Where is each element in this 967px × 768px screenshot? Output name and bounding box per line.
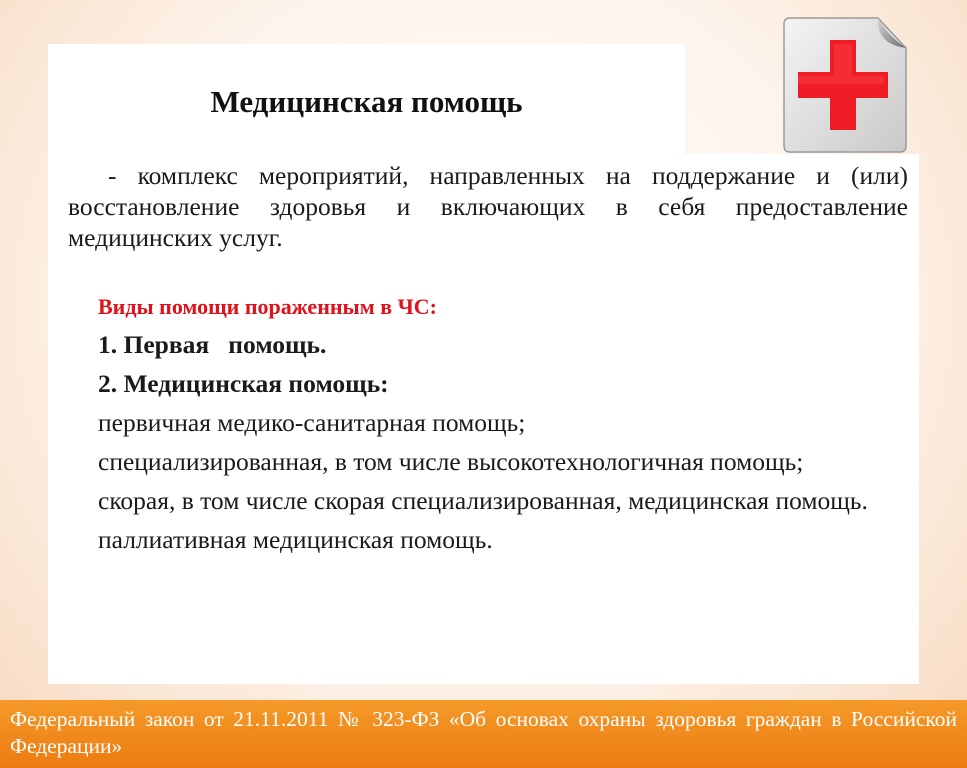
sub-item-palliative-care: паллиативная медицинская помощь. [98,525,493,554]
sub-item-specialized-care: специализированная, в том числе высокотехнологичная помощь; [98,447,804,476]
definition-text: - комплекс мероприятий, направленных на поддержание и (или) восстановление здоровья и включающих в себя предоставление медицинских услуг. [68,161,908,252]
sub-item-emergency-care: скорая, в том числе скорая специализированная, медицинская помощь. [98,486,868,515]
content-body [68,160,908,555]
footer-citation: Федеральный закон от 21.11.2011 № 323-ФЗ «Об основах охраны здоровья граждан в Российской Федерации» [10,707,957,758]
kinds-heading: Виды помощи пораженным в ЧС: [98,294,437,319]
list-item-medical-aid: 2. Медицинская помощь: [98,369,389,398]
sub-item-primary-care: первичная медико-санитарная помощь; [98,408,526,437]
red-cross-icon [778,14,910,156]
list-item-first-aid: 1. Первая помощь. [98,330,327,359]
page-title: Медицинская помощь [210,84,523,119]
